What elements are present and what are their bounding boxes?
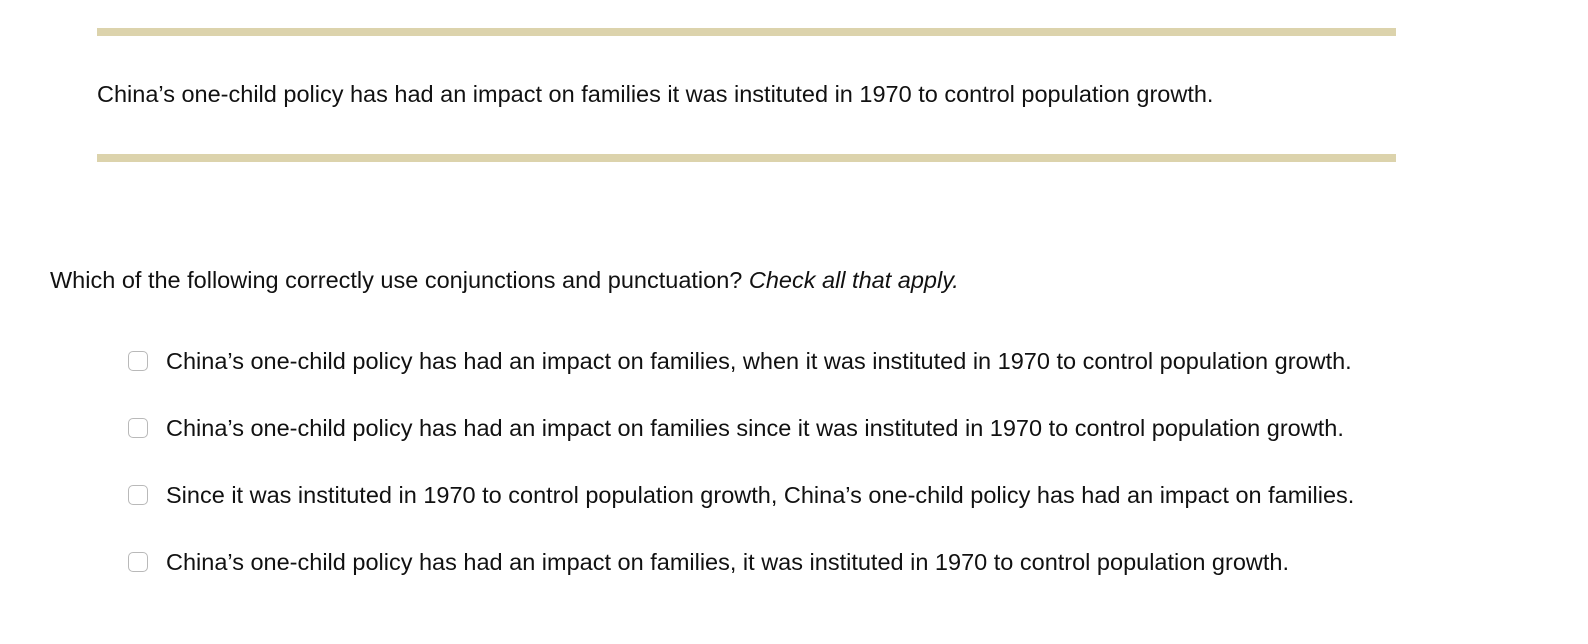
answer-option-1[interactable]: [128, 344, 1354, 378]
answer-option-4[interactable]: [128, 545, 1354, 579]
answer-options: [128, 344, 1354, 612]
answer-checkbox-2[interactable]: [128, 418, 148, 438]
answer-label-4[interactable]: China’s one-child policy has had an impact on families, it was instituted in 1970 to control population growth.: [166, 549, 1289, 575]
question-instruction: Check all that apply.: [748, 267, 959, 293]
answer-option-2[interactable]: [128, 411, 1354, 445]
question-prompt: [50, 264, 959, 296]
answer-label-2[interactable]: China’s one-child policy has had an impact on families since it was instituted in 1970 to control population growth.: [166, 415, 1344, 441]
question-text: Which of the following correctly use conjunctions and punctuation?: [50, 267, 743, 293]
answer-option-3[interactable]: [128, 478, 1354, 512]
answer-checkbox-3[interactable]: [128, 485, 148, 505]
answer-checkbox-1[interactable]: [128, 351, 148, 371]
passage-top-divider: [97, 28, 1396, 36]
answer-checkbox-4[interactable]: [128, 552, 148, 572]
answer-label-1[interactable]: China’s one-child policy has had an impact on families, when it was instituted in 1970 to control population growth.: [166, 348, 1352, 374]
answer-label-3[interactable]: Since it was instituted in 1970 to control population growth, China’s one-child policy has had an impact on families.: [166, 482, 1355, 508]
passage-sentence: China’s one-child policy has had an impact on families it was instituted in 1970 to control population growth.: [97, 81, 1214, 107]
passage-bottom-divider: [97, 154, 1396, 162]
